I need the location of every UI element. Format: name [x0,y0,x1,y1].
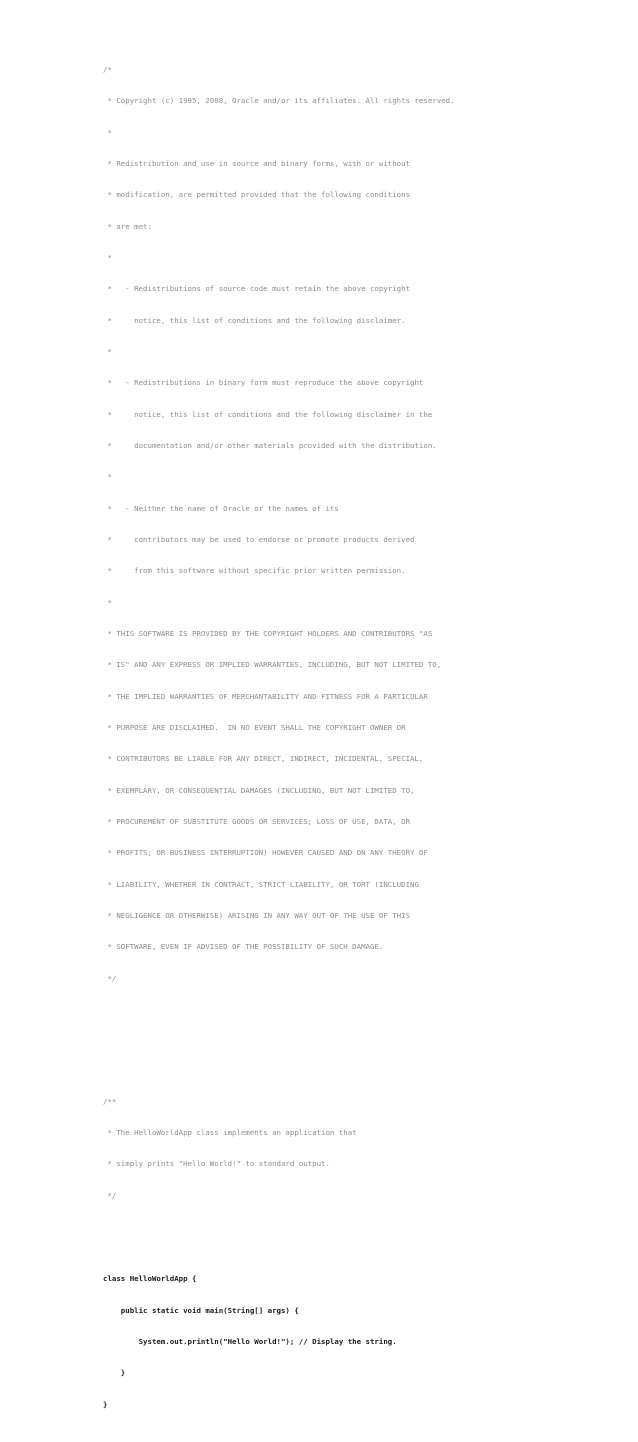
license-comment-block [103,44,623,1005]
comment-line: * Copyright (c) 1995, 2008, Oracle and/or its affiliates. All rights reserved. [103,96,455,106]
comment-line: * PROCUREMENT OF SUBSTITUTE GOODS OR SERVICES; LOSS OF USE, DATA, OR [103,817,411,827]
comment-line: * [103,472,112,482]
comment-line: * EXEMPLARY, OR CONSEQUENTIAL DAMAGES (INCLUDING, BUT NOT LIMITED TO, [103,785,415,795]
comment-line: * PROFITS; OR BUSINESS INTERRUPTION) HOWEVER CAUSED AND ON ANY THEORY OF [103,848,428,858]
comment-line: * - Redistributions in binary form must reproduce the above copyright [103,378,424,388]
comment-line: * SOFTWARE, EVEN IF ADVISED OF THE POSSIBILITY OF SUCH DAMAGE. [103,942,384,952]
comment-line: * CONTRIBUTORS BE LIABLE FOR ANY DIRECT, INDIRECT, INCIDENTAL, SPECIAL, [103,754,424,764]
comment-line: * [103,127,112,137]
comment-line: * [103,597,112,607]
source-code-view [103,23,623,1442]
comment-line: * [103,252,112,262]
comment-line: * THIS SOFTWARE IS PROVIDED BY THE COPYRIGHT HOLDERS AND CONTRIBUTORS "AS [103,629,433,638]
comment-line: * LIABILITY, WHETHER IN CONTRACT, STRICT LIABILITY, OR TORT (INCLUDING [103,879,419,889]
comment-line: * IS" AND ANY EXPRESS OR IMPLIED WARRANTIES, INCLUDING, BUT NOT LIMITED TO, [103,660,442,670]
comment-line: * - Neither the name of Oracle or the names of its [103,503,339,513]
doc-comment-line: */ [103,1190,117,1200]
comment-line: * PURPOSE ARE DISCLAIMED. IN NO EVENT SHALL THE COPYRIGHT OWNER OR [103,723,406,733]
code-line: } [103,1399,108,1409]
comment-line: /* [103,64,112,74]
code-line: class HelloWorldApp { [103,1274,197,1284]
comment-line: * notice, this list of conditions and the following disclaimer. [103,315,406,325]
comment-line: * from this software without specific prior written permission. [103,566,406,576]
code-line: } [103,1368,126,1378]
code-line: System.out.println("Hello World!"); // Display the string. [103,1337,397,1347]
comment-line: * THE IMPLIED WARRANTIES OF MERCHANTABILITY AND FITNESS FOR A PARTICULAR [103,691,428,701]
comment-line: * NEGLIGENCE OR OTHERWISE) ARISING IN ANY WAY OUT OF THE USE OF THIS [103,911,411,921]
comment-line: * modification, are permitted provided that the following conditions [103,190,411,200]
code-line: public static void main(String[] args) { [103,1305,299,1315]
doc-comment-line: /** [103,1096,117,1106]
comment-line: * notice, this list of conditions and the following disclaimer in the [103,409,433,419]
comment-line: * [103,346,112,356]
comment-line: * are met: [103,221,152,231]
doc-comment-line: * The HelloWorldApp class implements an application that [103,1128,357,1138]
class-definition-block [103,1253,623,1431]
comment-line: */ [103,973,117,983]
comment-line: * - Redistributions of source code must retain the above copyright [103,284,411,294]
comment-line: * Redistribution and use in source and binary forms, with or without [103,158,411,168]
blank-spacer [103,1036,623,1044]
comment-line: * contributors may be used to endorse or promote products derived [103,534,415,544]
doc-comment-block [103,1076,623,1222]
comment-line: * documentation and/or other materials provided with the distribution. [103,440,437,450]
doc-comment-line: * simply prints "Hello World!" to standard output. [103,1159,330,1169]
